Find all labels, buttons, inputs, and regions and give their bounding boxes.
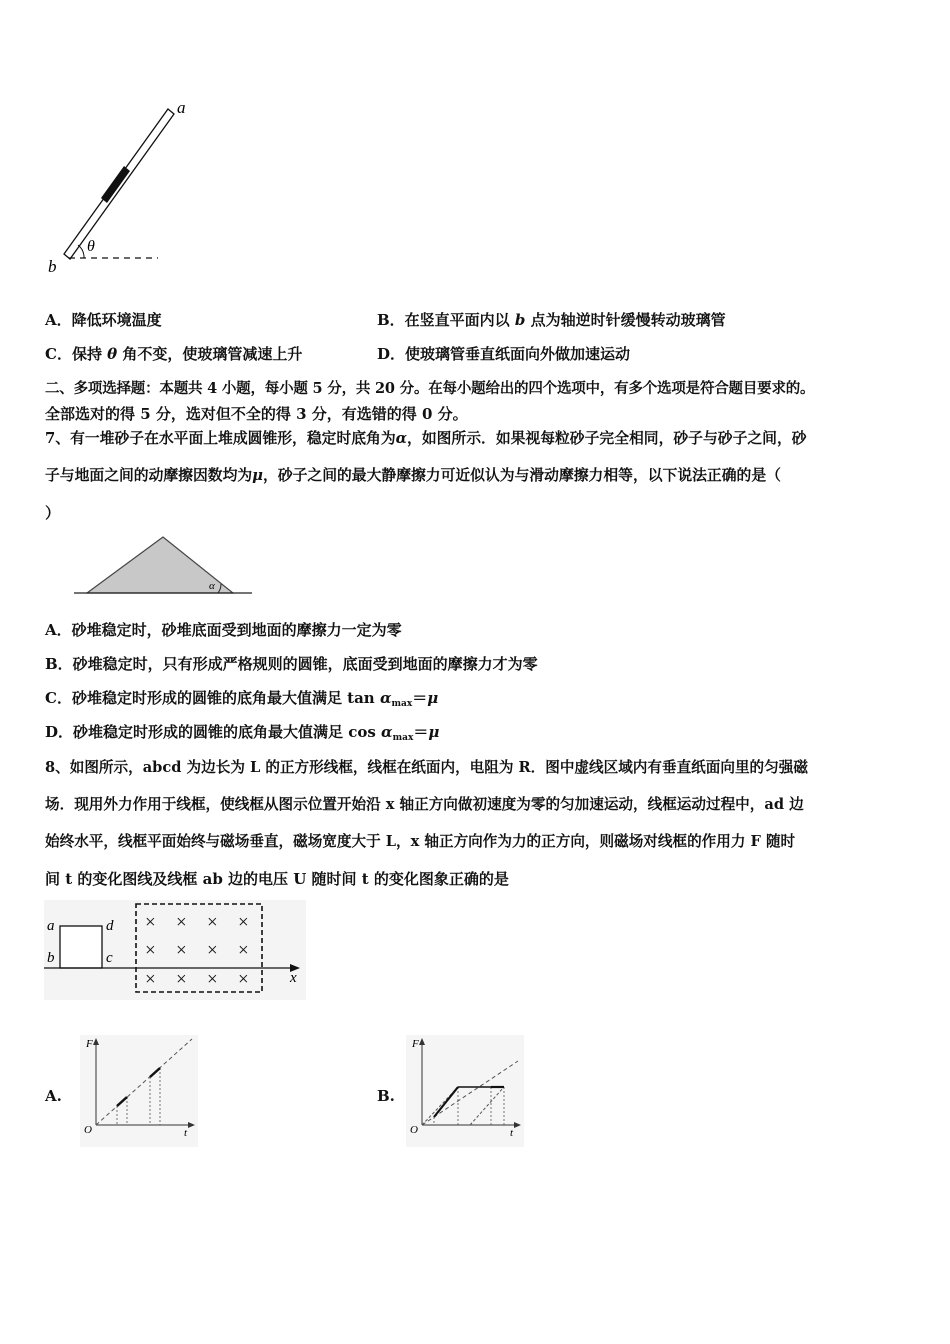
q8-line4: 间 t 的变化图线及线框 ab 边的电压 U 随时间 t 的变化图象正确的是 xyxy=(45,870,509,888)
sand-cone-figure xyxy=(70,532,260,598)
tube-figure xyxy=(40,95,210,280)
label-d: d xyxy=(106,918,114,934)
q6-option-a: A．降低环境温度 xyxy=(45,311,162,329)
glass-tube xyxy=(64,109,174,259)
svg-text:×: × xyxy=(176,969,187,990)
svg-text:F: F xyxy=(86,1038,93,1050)
svg-text:×: × xyxy=(176,940,187,961)
svg-text:×: × xyxy=(145,940,156,961)
q6-option-c: C．保持 θ 角不变，使玻璃管减速上升 xyxy=(45,345,303,363)
q8-option-b-label: B. xyxy=(377,1087,395,1105)
svg-text:×: × xyxy=(145,969,156,990)
q6-option-b: B．在竖直平面内以 b 点为轴逆时针缓慢转动玻璃管 xyxy=(377,311,726,329)
q7-option-d: D．砂堆稳定时形成的圆锥的底角最大值满足 $\cos \alpha_{max}=\mu$ xyxy=(45,723,440,743)
svg-text:×: × xyxy=(145,912,156,933)
svg-text:t: t xyxy=(510,1127,514,1139)
magnetic-field-figure xyxy=(44,900,306,1000)
svg-text:×: × xyxy=(207,940,218,961)
svg-text:O: O xyxy=(84,1124,92,1136)
q7-line3: ） xyxy=(45,504,61,522)
graph-b xyxy=(406,1035,524,1147)
svg-text:×: × xyxy=(207,912,218,933)
section2-line1: 二、多项选择题：本题共 4 小题，每小题 5 分，共 20 分。在每小题给出的四个选项中，有多个选项是符合题目要求的。 xyxy=(45,380,815,397)
svg-text:O: O xyxy=(410,1124,418,1136)
q7-line2: 子与地面之间的动摩擦因数均为μ，砂子之间的最大静摩擦力可近似认为与滑动摩擦力相等，以下说法正确的是（ xyxy=(45,467,781,484)
svg-text:×: × xyxy=(238,940,249,961)
label-a: a xyxy=(177,98,186,117)
svg-text:×: × xyxy=(238,912,249,933)
square-coil xyxy=(60,926,102,968)
svg-text:F: F xyxy=(412,1038,419,1050)
label-a: a xyxy=(47,918,55,934)
label-b: b xyxy=(48,257,57,276)
q6-option-d: D．使玻璃管垂直纸面向外做加速运动 xyxy=(377,345,631,363)
svg-text:×: × xyxy=(207,969,218,990)
svg-text:×: × xyxy=(238,969,249,990)
q8-line3: 始终水平，线框平面始终与磁场垂直，磁场宽度大于 L，x 轴正方向作为力的正方向，则磁场对线框的作用力 F 随时 xyxy=(45,833,796,850)
svg-text:×: × xyxy=(176,912,187,933)
q8-line1: 8、如图所示，abcd 为边长为 L 的正方形线框，线框在纸面内，电阻为 R．图中虚线区域内有垂直纸面向里的匀强磁 xyxy=(45,759,808,776)
q7-option-b: B．砂堆稳定时，只有形成严格规则的圆锥，底面受到地面的摩擦力才为零 xyxy=(45,655,538,673)
graph-a xyxy=(80,1035,198,1147)
label-x: x xyxy=(290,970,297,986)
q7-option-c: C．砂堆稳定时形成的圆锥的底角最大值满足 $\tan \alpha_{max}=\mu$ xyxy=(45,689,439,709)
label-alpha: α xyxy=(209,580,215,592)
q8-line2: 场．现用外力作用于线框，使线框从图示位置开始沿 x 轴正方向做初速度为零的匀加速运动，线框运动过程中，ad 边 xyxy=(45,796,804,813)
label-c: c xyxy=(106,950,113,966)
label-b: b xyxy=(47,950,55,966)
q7-line1: 7、有一堆砂子在水平面上堆成圆锥形，稳定时底角为α，如图所示．如果视每粒砂子完全相同，砂子与砂子之间，砂 xyxy=(45,430,807,447)
svg-text:t: t xyxy=(184,1127,188,1139)
q8-option-a-label: A. xyxy=(45,1087,62,1105)
q7-option-a: A．砂堆稳定时，砂堆底面受到地面的摩擦力一定为零 xyxy=(45,621,402,639)
mercury-column xyxy=(101,166,130,203)
section2-line2: 全部选对的得 5 分，选对但不全的得 3 分，有选错的得 0 分。 xyxy=(45,405,468,423)
label-theta: θ xyxy=(87,238,95,255)
